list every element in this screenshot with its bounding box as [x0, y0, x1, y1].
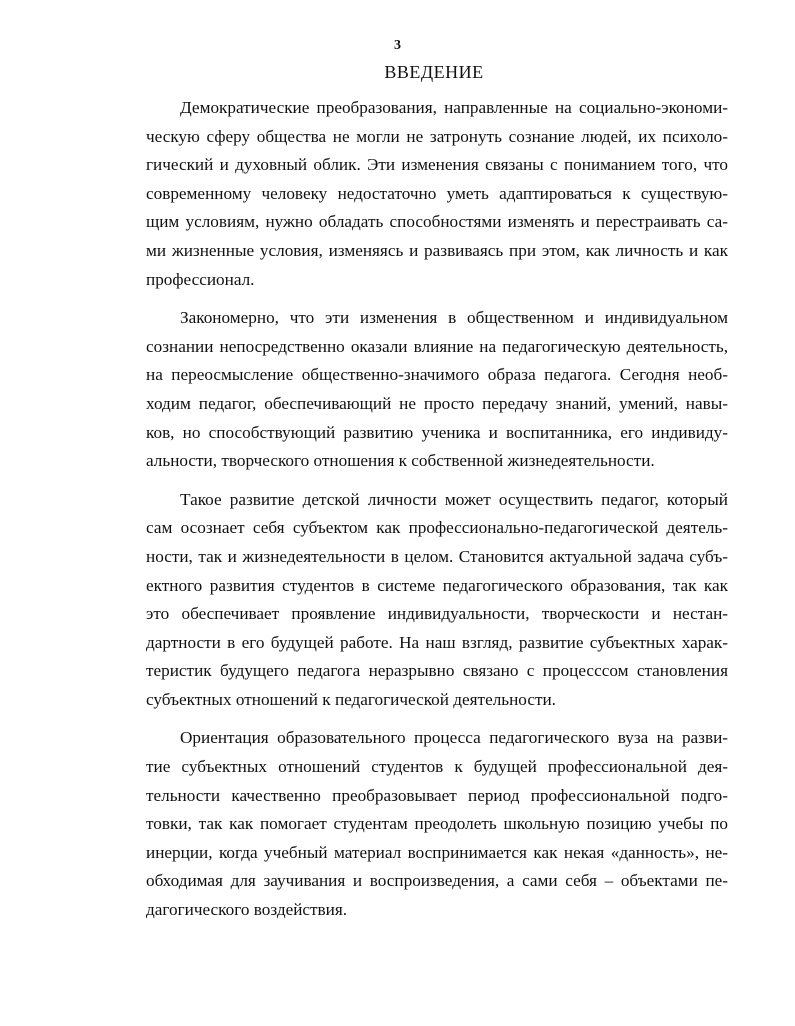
text-line: дартности в его будущей работе. На наш взгляд, развитие субъектных харак- [146, 632, 728, 652]
text-line: ков, но способствующий развитию ученика и воспитанника, его индивиду- [146, 422, 728, 442]
text-line: Демократические преобразования, направленные на социально-экономи- [180, 98, 728, 117]
page-number: 3 [394, 38, 401, 53]
document-body [146, 94, 728, 935]
text-line: дагогического воздействия. [146, 900, 348, 920]
text-line: теристик будущего педагога неразрывно связано с процесссом становления [146, 661, 728, 681]
text-line: Закономерно, что эти изменения в общественном и индивидуальном [180, 308, 728, 328]
text-line: ми жизненные условия, изменяясь и развиваясь при этом, как личность и как [146, 240, 728, 260]
text-line: ческую сферу общества не могли не затронуть сознание людей, их психоло- [146, 126, 728, 146]
text-line: сам осознает себя субъектом как профессионально-педагогической деятель- [146, 518, 728, 538]
text-line: тельности качественно преобразовывает период профессиональной подго- [146, 785, 728, 805]
text-line: щим условиям, нужно обладать способностями изменять и перестраивать са- [146, 212, 728, 232]
text-line: современному человеку недостаточно уметь адаптироваться к существую- [146, 183, 728, 203]
text-line: это обеспечивает проявление индивидуальности, творческости и нестан- [146, 604, 728, 624]
text-line: инерции, когда учебный материал воспринимается как некая «данность», не- [146, 842, 728, 862]
text-line: товки, так как помогает студентам преодолеть школьную позицию учебы по [146, 814, 728, 834]
paragraph-4 [146, 724, 728, 924]
text-line: обходимая для заучивания и воспроизведения, а сами себя – объектами пе- [146, 871, 728, 891]
text-line: ности, так и жизнедеятельности в целом. Становится актуальной задача субъ- [146, 546, 728, 566]
text-line: ходим педагог, обеспечивающий не просто передачу знаний, умений, навы- [146, 393, 728, 413]
text-line: Такое развитие детской личности может осуществить педагог, который [180, 489, 728, 509]
paragraph-2 [146, 304, 728, 476]
paragraph-3 [146, 486, 728, 715]
text-line: альности, творческого отношения к собственной жизнедеятельности. [146, 451, 655, 471]
text-line: субъектных отношений к педагогической деятельности. [146, 689, 556, 709]
text-line: сознании непосредственно оказали влияние на педагогическую деятельность, [146, 336, 728, 356]
text-line: ектного развития студентов в системе педагогического образования, так как [146, 575, 728, 595]
text-line: тие субъектных отношений студентов к будущей профессиональной дея- [146, 757, 728, 777]
page-title: ВВЕДЕНИЕ [384, 62, 484, 82]
text-line: гический и духовный облик. Эти изменения связаны с пониманием того, что [146, 155, 728, 175]
text-line: на переосмысление общественно-значимого образа педагога. Сегодня необ- [146, 365, 728, 385]
paragraph-1 [146, 94, 728, 294]
text-line: Ориентация образовательного процесса педагогического вуза на разви- [180, 728, 728, 748]
text-line: профессионал. [146, 269, 255, 289]
